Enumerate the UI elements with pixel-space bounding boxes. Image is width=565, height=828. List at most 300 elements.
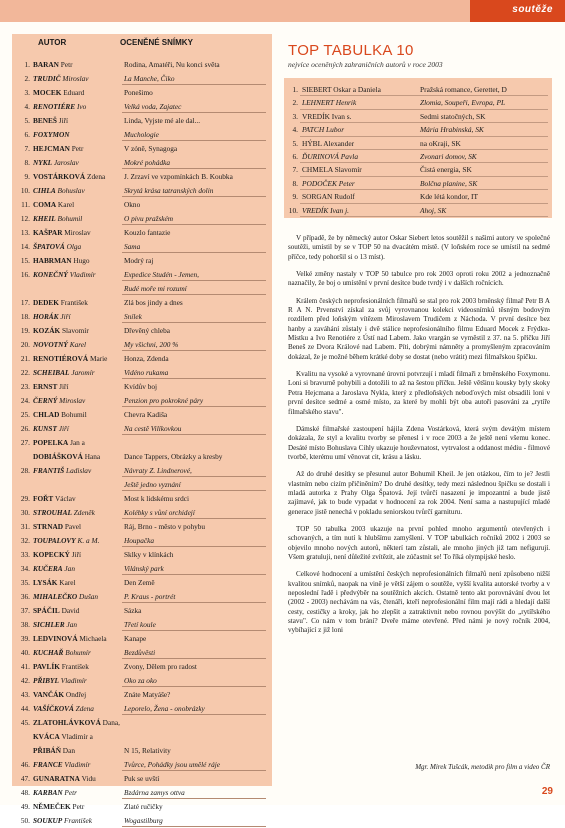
author-surname: PŘIBÁŇ xyxy=(33,746,61,755)
film-titles: Dance Tappers, Obrázky a kresby xyxy=(124,452,223,461)
author-firstname: Jaroslav xyxy=(52,158,79,167)
author-surname: FRANCE xyxy=(33,760,63,769)
author-name xyxy=(33,366,121,380)
row-number: 8. xyxy=(24,158,30,167)
table-row xyxy=(12,450,272,464)
author-surname: KOZÁK xyxy=(33,326,61,335)
row-number: 44. xyxy=(20,704,30,713)
film-titles: My všichni, 200 % xyxy=(124,340,179,349)
table-row xyxy=(12,772,272,786)
author-surname: HABRMAN xyxy=(33,256,72,265)
film-titles: Expedice Studén - Jemen, xyxy=(124,270,199,279)
table-row xyxy=(12,604,272,618)
top-ten-table xyxy=(284,78,552,218)
row-number: 47. xyxy=(20,774,30,783)
page-number: 29 xyxy=(541,786,553,797)
row-number: 43. xyxy=(20,690,30,699)
author-surname: DOBIÁŠKOVÁ xyxy=(33,452,83,461)
top-films: Mária Hrabinská, SK xyxy=(420,125,484,135)
row-number: 39. xyxy=(20,634,30,643)
author-name xyxy=(33,604,121,618)
author-name xyxy=(33,646,121,660)
author-name xyxy=(33,506,121,520)
row-number: 3. xyxy=(24,88,30,97)
author-firstname: František xyxy=(58,298,88,307)
top-author: PODOČEK Peter xyxy=(302,178,355,188)
top-author: PATCH Lubor xyxy=(302,125,345,135)
top-author: VREDÍK Ivan s. xyxy=(302,111,352,121)
author-name xyxy=(33,520,121,534)
author-firstname: Petr xyxy=(70,802,85,811)
author-firstname: Jiří xyxy=(57,382,69,391)
author-surname: NĚMEČEK xyxy=(33,802,71,811)
row-number: 9. xyxy=(24,172,30,181)
author-name xyxy=(33,156,121,170)
author-name xyxy=(33,254,121,268)
author-surname: KAŠPAR xyxy=(33,228,63,237)
row-number: 31. xyxy=(20,522,30,531)
author-surname: GUNARATNA xyxy=(33,774,80,783)
table-row xyxy=(12,394,272,408)
author-surname: SICHLER xyxy=(33,620,65,629)
author-name xyxy=(33,758,121,772)
author-name xyxy=(33,772,121,786)
film-titles: O pivu pražském xyxy=(124,214,174,223)
author-name xyxy=(33,310,121,324)
author-surname: KONEČNÝ xyxy=(33,270,68,279)
author-surname: LYSÁK xyxy=(33,578,58,587)
film-titles: J. Zrzaví ve vzpomínkách B. Koubka xyxy=(124,172,233,181)
author-surname: HORÁK xyxy=(33,312,59,321)
film-titles: Den Země xyxy=(124,578,155,587)
article-paragraph: Celkové hodnocení a umístění českých neprofesionálních filmařů není způsobeno nižší kvalitou snímků, naopak na vině je větší zájem o soutěže, vyšší kvalita autorské tvorby a v neposlední řadě i předvýběr na soutěžních akcích. Ostatně tento akt porovnávání dvou let (2002 - 2003) nechávám na vás, čtenáři, kteří neprofesionální film mají rádi a hledají další cesty, cestičky a kroky, jak ho zlepšit a zatraktivnit nebo rovnou povýšit do „rytířského stavu". Co nám v tom brání? Dveře máme otevřené. Před námi je nový ročník 2004, vybíhající z již loni xyxy=(288,570,550,635)
row-number: 25. xyxy=(20,410,30,419)
film-titles: Most k lidskému srdci xyxy=(124,494,190,503)
row-number: 45. xyxy=(20,718,30,727)
author-name xyxy=(33,86,121,100)
row-number: 22. xyxy=(20,368,30,377)
top-row xyxy=(284,177,552,190)
table-row xyxy=(12,114,272,128)
author-surname: BARAN xyxy=(33,60,59,69)
rank: 5. xyxy=(292,138,298,148)
top-row xyxy=(284,96,552,109)
film-titles: Vidéno rukama xyxy=(124,368,169,377)
film-titles: Vilánský park xyxy=(124,564,164,573)
table-row xyxy=(12,758,272,772)
author-surname: NYKL xyxy=(33,158,53,167)
row-number: 42. xyxy=(20,676,30,685)
film-titles: Muchologie xyxy=(124,130,159,139)
author-name xyxy=(33,198,121,212)
author-surname: SCHEIBAL xyxy=(33,368,70,377)
author-firstname: K. a M. xyxy=(75,536,100,545)
top-films: Bolčna planine, SK xyxy=(420,178,478,188)
table-row xyxy=(12,142,272,156)
film-titles: Rodina, Amatéři, Nu konci světa xyxy=(124,60,220,69)
film-titles: Kouzlo fantazie xyxy=(124,228,171,237)
author-surname: LEDVINOVÁ xyxy=(33,634,78,643)
author-name xyxy=(33,142,121,156)
film-titles: Modrý raj xyxy=(124,256,154,265)
author-surname: KARBAN xyxy=(33,788,63,797)
row-number: 32. xyxy=(20,536,30,545)
top-films: Zlomia, Soupeři, Evropa, PL xyxy=(420,98,506,108)
top-films: na oKraji, SK xyxy=(420,138,461,148)
author-name xyxy=(33,114,121,128)
author-surname: KUCHAŘ xyxy=(33,648,64,657)
author-name xyxy=(33,688,121,702)
author-firstname: David xyxy=(59,606,80,615)
rank: 7. xyxy=(292,165,298,175)
article-paragraph: Kvalitu na vysoké a vyrovnané úrovni potvrzují i mladí filmaři z brněnského Foxymonu. Loni si bravurně pohybili a dotožili to až na šestou příčku. Ještě většinu kousky byly skoky Petra Hejcmana a Jaroslava Nykla, který z předloňských neboďových míst obsadili loni v první desítce sedmé a osmé místo, za které by mohli být oba autoři pasováni za „rytíře filmařského stavu". xyxy=(288,370,550,416)
row-number: 46. xyxy=(20,760,30,769)
author-firstname: František xyxy=(59,662,89,671)
author-name xyxy=(33,100,121,114)
top-author: HÝBL Alexander xyxy=(302,138,355,148)
table-row xyxy=(12,674,272,688)
author-name xyxy=(33,534,121,548)
row-number: 24. xyxy=(20,396,30,405)
author-column-header: AUTOR xyxy=(38,38,67,47)
table-row xyxy=(12,646,272,660)
film-titles: Skrytá krása tatranských dolin xyxy=(124,186,214,195)
table-row xyxy=(12,688,272,702)
table-row xyxy=(12,156,272,170)
author-surname: ČERNÝ xyxy=(33,396,58,405)
author-name xyxy=(33,212,121,226)
row-number: 14. xyxy=(20,242,30,251)
row-number: 20. xyxy=(20,340,30,349)
author-surname: PŘIBYL xyxy=(33,676,59,685)
table-row xyxy=(12,506,272,520)
row-number: 7. xyxy=(24,144,30,153)
row-number: 26. xyxy=(20,424,30,433)
author-surname: DEDEK xyxy=(33,298,59,307)
author-surname: ZLATOHLÁVKOVÁ xyxy=(33,718,101,727)
row-number: 28. xyxy=(20,466,30,475)
author-firstname: Ondřej xyxy=(64,690,87,699)
table-row xyxy=(12,478,272,492)
row-number: 50. xyxy=(20,816,30,825)
author-name xyxy=(33,590,121,604)
table-row xyxy=(12,716,272,730)
author-firstname: Jiří xyxy=(56,116,69,125)
row-number: 38. xyxy=(20,620,30,629)
author-surname: ERNST xyxy=(33,382,58,391)
table-row xyxy=(12,268,272,282)
row-number: 49. xyxy=(20,802,30,811)
author-surname: SOUKUP xyxy=(33,816,63,825)
film-titles: Ponešimo xyxy=(124,88,153,97)
row-number: 6. xyxy=(24,130,30,139)
author-firstname: Eduard xyxy=(61,88,85,97)
author-name xyxy=(33,702,121,716)
film-titles: Na cestě Vilíkovkou xyxy=(124,424,182,433)
author-firstname: Hana xyxy=(82,452,101,461)
rank: 6. xyxy=(292,151,298,161)
author-firstname: Vladimír a xyxy=(59,732,93,741)
author-surname: TOUPALOVY xyxy=(33,536,76,545)
author-name xyxy=(33,492,121,506)
table-row xyxy=(12,492,272,506)
rank: 1. xyxy=(292,85,298,94)
film-titles: Rudé moře mi rozumí xyxy=(124,284,187,293)
author-name xyxy=(33,618,121,632)
table-row xyxy=(12,338,272,352)
author-surname: STRNAD xyxy=(33,522,64,531)
row-number: 17. xyxy=(20,298,30,307)
row-number: 1. xyxy=(24,60,30,69)
top-author: SIEBERT Oskar a Daniela xyxy=(302,85,381,94)
author-name xyxy=(33,338,121,352)
author-surname: PAVLÍK xyxy=(33,662,60,671)
row-number: 5. xyxy=(24,116,30,125)
author-surname: KUČERA xyxy=(33,564,63,573)
film-titles: Okno xyxy=(124,200,141,209)
table-row xyxy=(12,436,272,450)
author-firstname: Bohuslav xyxy=(55,186,85,195)
table-row xyxy=(12,310,272,324)
author-firstname: Dan xyxy=(60,746,75,755)
row-number: 2. xyxy=(24,74,30,83)
film-titles: Linda, Vyjste mé ale dal... xyxy=(124,116,201,125)
author-surname: VANČÁK xyxy=(33,690,65,699)
table-row xyxy=(12,702,272,716)
author-firstname: Jiří xyxy=(58,312,71,321)
row-number: 40. xyxy=(20,648,30,657)
table-row xyxy=(12,296,272,310)
author-surname: KVÁCA xyxy=(33,732,60,741)
author-name xyxy=(33,380,121,394)
author-firstname: Miroslav xyxy=(60,74,89,83)
film-titles: N 15, Relativity xyxy=(124,746,171,755)
awards-table-rows xyxy=(12,58,272,828)
table-row xyxy=(12,282,272,296)
top-row xyxy=(284,83,552,96)
author-surname: COMA xyxy=(33,200,57,209)
rank: 10. xyxy=(288,205,298,215)
film-titles: Penzion pro pokrokné páry xyxy=(124,396,204,405)
table-row xyxy=(12,128,272,142)
author-firstname: Vidu xyxy=(79,774,96,783)
author-firstname: Ivo xyxy=(75,102,87,111)
author-name xyxy=(33,464,121,478)
author-firstname: Vladimír xyxy=(58,676,87,685)
table-row xyxy=(12,464,272,478)
author-firstname: Jiří xyxy=(69,550,82,559)
row-number: 34. xyxy=(20,564,30,573)
row-number: 35. xyxy=(20,578,30,587)
table-row xyxy=(12,212,272,226)
author-firstname: Jiří xyxy=(56,424,69,433)
author-surname: CIHLA xyxy=(33,186,56,195)
article-paragraph: Velké změny nastaly v TOP 50 tabulce pro rok 2003 oproti roku 2002 a jednoznačně naznačily, že boj o umístění v první desítce bude tvrdý i v dalších ročnících. xyxy=(288,270,550,288)
film-titles: Oko za oko xyxy=(124,676,157,685)
article-paragraph: Až do druhé desítky se přesunul autor Bohumil Kheil. Je jen otázkou, čím to je? Jestli vlastním nebo cizím přičiněním? Do druhé desítky, tedy mezi následnou špičku se dostali i mladá autorka z Prahy Olga Špatová. Její tvůrčí nasazení je impozantní a bude jistě zajímavé, jak to bude vypadat v hodnocení za rok 2004. Není sama a nastupující mladé generace jistě nenechá v pokladu seniorskou tvůrčí garnituru. xyxy=(288,470,550,516)
film-titles: Zlá bos jindy a dnes xyxy=(124,298,183,307)
rank: 3. xyxy=(292,111,298,121)
author-name xyxy=(33,786,121,800)
table-row xyxy=(12,548,272,562)
film-titles: Kanape xyxy=(124,634,147,643)
author-surname: TRUDIČ xyxy=(33,74,61,83)
table-row xyxy=(12,184,272,198)
author-firstname: Zdena xyxy=(73,704,94,713)
author-surname: ŠPATOVÁ xyxy=(33,242,65,251)
author-surname: VOSTÁRKOVÁ xyxy=(33,172,86,181)
author-firstname: Václav xyxy=(53,494,76,503)
film-titles: Kolébky s vůní orchidejí xyxy=(124,508,195,517)
author-firstname: Zdena xyxy=(85,172,106,181)
author-name xyxy=(33,296,121,310)
top-films: Kde létá kondor, IT xyxy=(420,192,478,202)
top-films: Pražská romance, Gerettet, D xyxy=(420,85,507,94)
table-row xyxy=(12,58,272,72)
film-titles: Honza, Zdenda xyxy=(124,354,169,363)
awards-table-header xyxy=(12,38,272,52)
row-number: 41. xyxy=(20,662,30,671)
top-row xyxy=(284,137,552,150)
top-table-title: TOP TABULKA 10 xyxy=(288,42,414,59)
author-firstname: Dušan xyxy=(77,592,99,601)
article-paragraph: TOP 50 tabulka 2003 ukazuje na první pohled mnoho argumentů otevřených i schovaných, a tím nutí k hlubšímu zamyšlení. V TOP tabulkách ročníků 2002 i 2003 se objevilo mnoho nových autorů, některí tam zůstali, ale mnoho jiných již tam nefigurují. Všem gratuluji, není důležité zvítězit, ale zúčastnit se! To říká olympijské heslo. xyxy=(288,524,550,561)
article-body xyxy=(288,234,550,644)
film-titles: Kvídův boj xyxy=(124,382,158,391)
film-titles: Ráj, Brno - město v pohybu xyxy=(124,522,206,531)
rank: 9. xyxy=(292,192,298,202)
film-titles: Tvůrce, Pohádky jsou umělé ráje xyxy=(124,760,220,769)
author-firstname: Jan xyxy=(64,620,78,629)
film-titles: Puk se uvští xyxy=(124,774,160,783)
author-name xyxy=(33,184,121,198)
top-author: CHMELA Slavomír xyxy=(302,165,362,175)
top-row xyxy=(284,190,552,203)
rank: 4. xyxy=(292,125,298,135)
table-row xyxy=(12,632,272,646)
author-surname: POPELKA xyxy=(33,438,69,447)
author-firstname: Zdeněk xyxy=(71,508,95,517)
author-name xyxy=(33,268,121,282)
author-surname: SPÁČIL xyxy=(33,606,60,615)
author-surname: FOXYMON xyxy=(33,130,70,139)
author-firstname: Bohumír xyxy=(63,648,91,657)
author-name xyxy=(33,548,121,562)
row-number: 48. xyxy=(20,788,30,797)
author-surname: MIHALEČKO xyxy=(33,592,78,601)
row-number: 11. xyxy=(21,200,30,209)
table-row xyxy=(12,730,272,744)
author-name xyxy=(33,72,121,86)
row-number: 10. xyxy=(20,186,30,195)
top-row xyxy=(284,204,552,217)
top-author: ĎURINOVÁ Pavla xyxy=(302,151,359,161)
author-name xyxy=(33,240,121,254)
table-row xyxy=(12,254,272,268)
author-firstname: Bohumil xyxy=(59,410,87,419)
author-firstname: Vladimír xyxy=(62,760,91,769)
row-number: 19. xyxy=(20,326,30,335)
table-row xyxy=(12,660,272,674)
film-titles: Snílek xyxy=(124,312,142,321)
top-films: Zvonari domov, SK xyxy=(420,151,477,161)
film-titles: Bezdůvěsti xyxy=(124,648,156,657)
film-titles: Třetí koule xyxy=(124,620,156,629)
table-row xyxy=(12,576,272,590)
film-column-header: OCENĚNÉ SNÍMKY xyxy=(120,38,193,47)
author-name xyxy=(33,170,121,184)
top-bar xyxy=(0,0,565,24)
film-titles: Wogastilburg xyxy=(124,816,163,825)
author-surname: KHEIL xyxy=(33,214,56,223)
row-number: 36. xyxy=(20,592,30,601)
top-films: Ahoj, SK xyxy=(420,205,447,215)
film-titles: Zlaté ručičky xyxy=(124,802,163,811)
row-number: 29. xyxy=(20,494,30,503)
author-firstname: Karel xyxy=(67,340,87,349)
row-number: 33. xyxy=(20,550,30,559)
row-number: 15. xyxy=(20,256,30,265)
author-surname: BENEŠ xyxy=(33,116,57,125)
author-name xyxy=(33,562,121,576)
author-surname: CHLAD xyxy=(33,410,60,419)
author-name xyxy=(33,814,121,828)
table-row xyxy=(12,744,272,758)
author-firstname: Karel xyxy=(57,578,76,587)
author-signature: Mgr. Mirek Tušcák, metodik pro film a video ČR xyxy=(415,763,550,771)
table-row xyxy=(12,240,272,254)
film-titles: Chevra Kadiša xyxy=(124,410,168,419)
author-firstname: Olga xyxy=(64,242,82,251)
film-titles: P. Kraus - portrét xyxy=(124,592,176,601)
awards-table xyxy=(12,34,272,825)
film-titles: Houpačka xyxy=(124,536,154,545)
table-row xyxy=(12,352,272,366)
row-number: 18. xyxy=(20,312,30,321)
row-number: 23. xyxy=(20,382,30,391)
author-name xyxy=(33,674,121,688)
table-row xyxy=(12,198,272,212)
row-number: 12. xyxy=(20,214,30,223)
author-name xyxy=(33,422,121,436)
film-titles: Mokré pohádka xyxy=(124,158,170,167)
author-firstname: Bohumil xyxy=(55,214,83,223)
article-paragraph: V případě, že by německý autor Oskar Siebert letos soutěžil s našimi autory ve společné soutěži, umístil by se v TOP 50 na dvacátém místě. (V loňském roce se umístil na sedmé příčce, tedy pohoršil si o 13 míst). xyxy=(288,234,550,261)
author-name xyxy=(33,632,121,646)
top-row xyxy=(284,150,552,163)
article-paragraph: Králem českých neprofesionálních filmařů se stal pro rok 2003 brněnský filmař Petr B A R A N. Prvenství získal za svůj vyrovnanou kolekci videosnímků těsným bodovým rozdílem před loňským vítězem Miroslavem Trudičem z Náchoda. V první desítce bez hanby a zaváhání zůstaly i dvě stálice neprofesionálního filmu Eduard Mocek z Frýdku-Místku a Ivo Renotiére z Ústí nad Labem. Jako vrargán se vyměstil z 37. na 5. příčku Jiří Beneš ze Dvora Králové nad Labem. Píti, dobrými námněty a promyšleným zpracováním dokázal, že je možné během krátké doby se dostat (nebo vrátit) mezi filmařskou špičku. xyxy=(288,296,550,361)
table-row xyxy=(12,562,272,576)
section-label: soutěže xyxy=(512,4,553,15)
author-firstname: Slavomír xyxy=(60,326,89,335)
author-surname: KOPECKÝ xyxy=(33,550,70,559)
table-row xyxy=(12,520,272,534)
author-name xyxy=(33,324,121,338)
film-titles: Znáte Matyáše? xyxy=(124,690,171,699)
film-titles: Bzdárna zamys ottva xyxy=(124,788,185,797)
row-number: 4. xyxy=(24,102,30,111)
author-name xyxy=(33,576,121,590)
author-firstname: Pavel xyxy=(63,522,82,531)
table-row xyxy=(12,590,272,604)
top-films: Sedmi statočných, SK xyxy=(420,111,486,121)
film-titles: Dřevěný chleba xyxy=(124,326,170,335)
author-firstname: Michaela xyxy=(77,634,107,643)
table-row xyxy=(12,422,272,436)
author-name xyxy=(33,744,121,758)
film-titles: La Manche, Čiko xyxy=(124,74,175,83)
table-row xyxy=(12,86,272,100)
